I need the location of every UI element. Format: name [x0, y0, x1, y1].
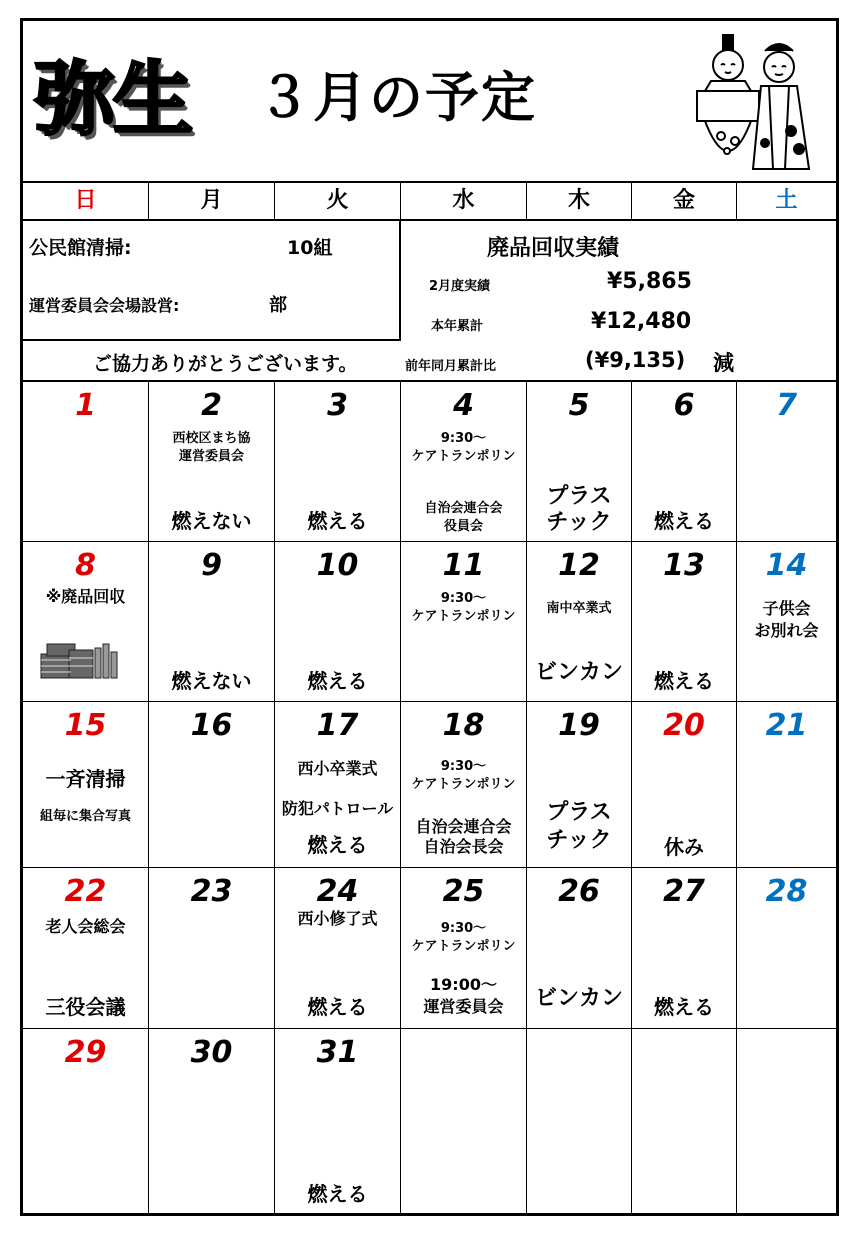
day-event: プラス: [546, 800, 612, 825]
day-cell-1: [23, 382, 149, 542]
day-number: 26: [558, 874, 600, 909]
calendar-sheet: [20, 18, 839, 1216]
day-event: 西小卒業式: [297, 759, 378, 778]
feb-value: ¥5,865: [607, 269, 692, 294]
day-cell-26: [527, 868, 632, 1029]
day-event: 燃えない: [171, 509, 252, 533]
day-cell-11: [401, 542, 527, 702]
day-cell-7: [737, 382, 836, 542]
day-number: 30: [190, 1035, 233, 1070]
day-event: 燃える: [307, 995, 368, 1019]
day-number: 9: [201, 548, 222, 583]
day-event: 燃える: [654, 669, 714, 693]
thanks-message: ご協力ありがとうございます。: [93, 353, 358, 375]
day-number: 31: [316, 1035, 359, 1070]
day-cell-12: [527, 542, 632, 702]
day-cell-14: [737, 542, 836, 702]
day-cell-6: [632, 382, 737, 542]
weekday-2: 火: [275, 183, 401, 219]
day-number: 22: [64, 874, 107, 909]
day-event: 燃える: [307, 509, 368, 533]
weekday-4: 木: [527, 183, 632, 219]
day-event: 燃える: [307, 669, 368, 693]
day-number: 24: [316, 874, 359, 909]
day-number: 14: [765, 548, 808, 583]
day-event: 燃える: [307, 833, 368, 857]
odairi-sama-icon: [697, 35, 759, 154]
weekday-0: 日: [23, 183, 149, 219]
day-number: 25: [442, 874, 485, 909]
day-number: 10: [316, 548, 359, 583]
day-cell-18: [401, 702, 527, 868]
day-cell-3: [275, 382, 401, 542]
weekday-3: 水: [401, 183, 527, 219]
day-event: ※廃品回収: [45, 587, 126, 606]
day-event: ケアトランポリン: [411, 939, 516, 954]
calendar-cell: [401, 1029, 527, 1216]
day-cell-5: [527, 382, 632, 542]
day-cell-23: [149, 868, 275, 1029]
calendar-cell: [527, 1029, 632, 1216]
day-number: 19: [558, 708, 600, 743]
compare-value: (¥9,135): [585, 348, 686, 372]
day-event: 組毎に集合写真: [39, 809, 131, 824]
day-event: 燃える: [307, 1182, 368, 1206]
ohina-sama-icon: [753, 44, 809, 169]
day-number: 23: [190, 874, 233, 909]
day-cell-17: [275, 702, 401, 868]
cleaning-group: 10組: [287, 237, 333, 259]
day-event: 南中卒業式: [546, 601, 612, 616]
day-event: 燃えない: [171, 669, 252, 693]
day-number: 1: [75, 388, 96, 423]
calendar-cell: [737, 1029, 836, 1216]
day-event: 9:30～: [440, 431, 487, 446]
day-event: 自治会連合会: [424, 501, 503, 516]
day-event: 西小修了式: [297, 909, 378, 928]
day-event: 子供会: [762, 599, 811, 618]
cleaning-label: 公民館清掃:: [29, 237, 132, 259]
day-event: 休み: [664, 835, 704, 859]
info-panel: [23, 221, 836, 382]
day-cell-27: [632, 868, 737, 1029]
day-event: 運営委員会: [178, 449, 244, 464]
day-cell-19: [527, 702, 632, 868]
day-cell-9: [149, 542, 275, 702]
day-event: 9:30～: [440, 759, 487, 774]
day-number: 3: [327, 388, 348, 423]
day-event: プラス: [546, 484, 612, 509]
day-number: 11: [442, 548, 485, 583]
day-cell-24: [275, 868, 401, 1029]
day-number: 13: [663, 548, 705, 583]
day-cell-28: [737, 868, 836, 1029]
day-cell-30: [149, 1029, 275, 1216]
day-event: 役員会: [443, 519, 483, 534]
day-event: 9:30～: [440, 921, 487, 936]
day-cell-22: [23, 868, 149, 1029]
day-event: 三役会議: [45, 995, 126, 1019]
day-cell-25: [401, 868, 527, 1029]
calendar-grid: [23, 382, 836, 1216]
weekday-5: 金: [632, 183, 737, 219]
recycling-bundle-icon: [39, 636, 119, 680]
waste-title: 廃品回収実績: [487, 236, 620, 261]
day-cell-20: [632, 702, 737, 868]
day-event: お別れ会: [754, 621, 819, 640]
day-cell-16: [149, 702, 275, 868]
day-number: 12: [558, 548, 600, 583]
day-cell-29: [23, 1029, 149, 1216]
day-event: 老人会総会: [45, 917, 126, 936]
calendar-cell: [632, 1029, 737, 1216]
day-number: 21: [765, 708, 808, 743]
day-event: ケアトランポリン: [411, 609, 516, 624]
header: [23, 21, 836, 181]
day-number: 28: [765, 874, 808, 909]
day-event: 防犯パトロール: [281, 799, 394, 818]
day-event: 燃える: [654, 995, 714, 1019]
committee-value: 部: [269, 295, 287, 316]
day-event: 運営委員会: [423, 997, 504, 1016]
hina-doll-illustration: [691, 31, 821, 171]
waste-collection-results: [401, 221, 836, 341]
year-label: 本年累計: [431, 319, 484, 334]
day-event: 9:30～: [440, 591, 487, 606]
day-number: 6: [673, 388, 695, 423]
day-number: 27: [663, 874, 705, 909]
day-number: 7: [776, 388, 797, 423]
day-cell-15: [23, 702, 149, 868]
day-event: 西校区まち協: [172, 431, 251, 446]
day-event: 自治会連合会: [415, 817, 512, 836]
day-cell-8: [23, 542, 149, 702]
day-event: 燃える: [654, 509, 714, 533]
day-event: 自治会長会: [423, 837, 504, 856]
page-title: ３月の予定: [257, 66, 537, 129]
day-event: ビンカン: [534, 986, 623, 1011]
weekday-header-row: [23, 181, 836, 221]
day-number: 20: [663, 708, 705, 743]
day-event: チック: [546, 828, 612, 853]
day-event: 19:00～: [430, 975, 497, 994]
compare-label: 前年同月累計比: [405, 359, 497, 374]
day-event: ケアトランポリン: [411, 777, 516, 792]
day-cell-4: [401, 382, 527, 542]
day-number: 18: [442, 708, 485, 743]
day-cell-31: [275, 1029, 401, 1216]
day-number: 17: [316, 708, 359, 743]
day-cell-13: [632, 542, 737, 702]
day-number: 8: [75, 548, 96, 583]
committee-label: 運営委員会会場設営:: [29, 296, 180, 315]
weekday-6: 土: [775, 188, 798, 213]
day-number: 15: [64, 708, 107, 743]
day-number: 4: [453, 388, 474, 423]
day-event: ビンカン: [534, 660, 623, 685]
compare-suffix: 減: [713, 351, 734, 375]
weekday-1: 月: [149, 183, 275, 219]
announcement-box: [23, 221, 401, 341]
day-cell-2: [149, 382, 275, 542]
day-number: 16: [190, 708, 233, 743]
month-kanji: 弥生: [35, 53, 191, 146]
day-event: チック: [546, 510, 612, 535]
day-cell-21: [737, 702, 836, 868]
day-event: 一斉清掃: [45, 767, 126, 791]
day-event: ケアトランポリン: [411, 449, 516, 464]
year-value: ¥12,480: [591, 309, 692, 334]
day-number: 2: [201, 388, 222, 423]
feb-label: 2月度実績: [429, 279, 491, 294]
day-cell-10: [275, 542, 401, 702]
day-number: 29: [64, 1035, 107, 1070]
day-number: 5: [568, 388, 590, 423]
